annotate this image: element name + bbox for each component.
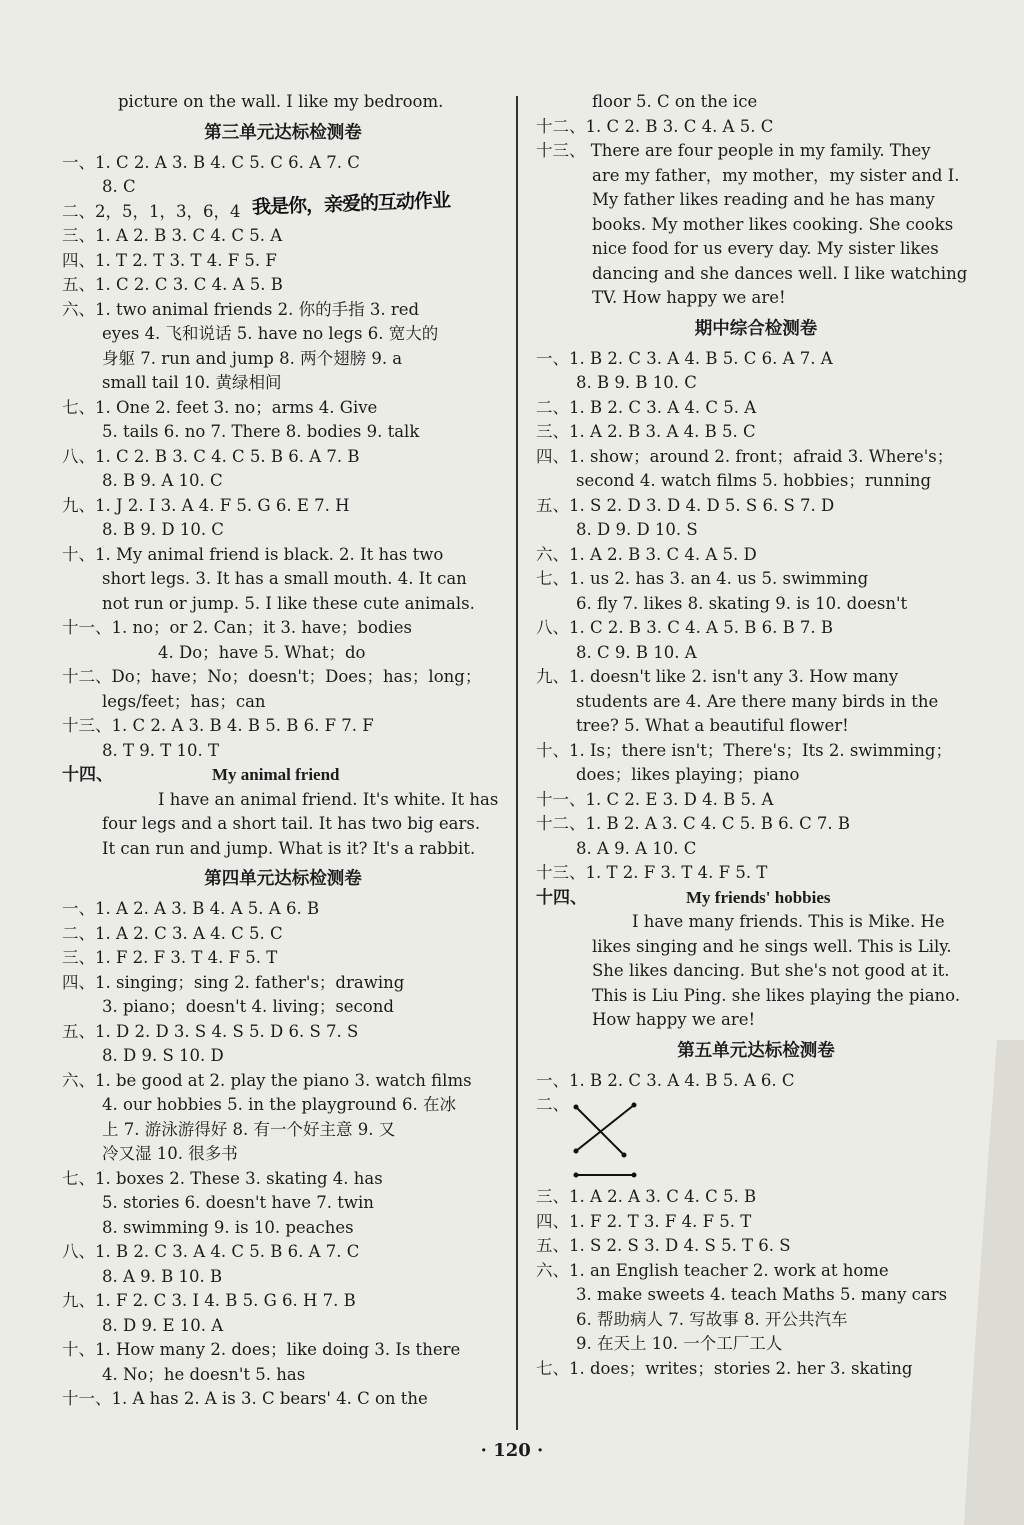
- answer-line: are my father，my mother，my sister and I.: [592, 165, 960, 185]
- answer-line: 十、1. My animal friend is black. 2. It has two: [62, 544, 444, 564]
- answer-line: 二、2，5，1，3，6，4 我是你，亲爱的互动作业: [62, 189, 451, 221]
- answer-line: She likes dancing. But she's not good at it.: [592, 961, 950, 980]
- answer-line: 七、1. us 2. has 3. an 4. us 5. swimming: [536, 569, 869, 588]
- answer-line: does；likes playing；piano: [576, 765, 800, 784]
- answer-line: 八、1. C 2. B 3. C 4. C 5. B 6. A 7. B: [62, 446, 360, 466]
- answer-line: 8. D 9. S 10. D: [102, 1046, 224, 1065]
- section-title: 期中综合检测卷: [694, 318, 818, 339]
- answer-line: 8. A 9. B 10. B: [102, 1266, 223, 1286]
- answer-line: students are 4. Are there many birds in the: [576, 691, 939, 711]
- answer-line: dancing and she dances well. I like watching: [592, 263, 968, 283]
- answer-line: 8. B 9. A 10. C: [102, 471, 223, 490]
- answer-line: 十三、1. C 2. A 3. B 4. B 5. B 6. F 7. F: [62, 716, 374, 735]
- answer-line: 4. our hobbies 5. in the playground 6. 在冰: [102, 1095, 456, 1114]
- essay-heading-line: [62, 763, 504, 788]
- answer-line: 十二、Do；have；No；doesn't；Does；has；long；: [62, 667, 482, 686]
- match-dot: [632, 1173, 637, 1178]
- answer-line: 十三、1. T 2. F 3. T 4. F 5. T: [536, 863, 768, 882]
- answer-line: 一、1. A 2. A 3. B 4. A 5. A 6. B: [62, 899, 320, 918]
- answer-line: 三、1. A 2. A 3. C 4. C 5. B: [536, 1187, 757, 1206]
- answer-line: 十二、1. B 2. A 3. C 4. C 5. B 6. C 7. B: [536, 814, 851, 833]
- answer-line: I have an animal friend. It's white. It has: [158, 789, 499, 809]
- left-column: [62, 90, 504, 1412]
- answer-line: 5. tails 6. no 7. There 8. bodies 9. talk: [102, 422, 420, 441]
- answer-line: 8. T 9. T 10. T: [102, 740, 219, 760]
- answer-line: 六、1. be good at 2. play the piano 3. watch films: [62, 1070, 472, 1090]
- answer-line: tree? 5. What a beautiful flower!: [576, 716, 849, 735]
- answer-line: 四、1. singing；sing 2. father's；drawing: [62, 972, 405, 992]
- answer-line: 三、1. A 2. B 3. C 4. C 5. A: [62, 226, 283, 245]
- question-number: 二、: [536, 1095, 569, 1114]
- answer-line: 九、1. J 2. I 3. A 4. F 5. G 6. E 7. H: [62, 495, 350, 515]
- answer-line: 4. Do；have 5. What；do: [158, 642, 366, 662]
- answer-line: 9. 在天上 10. 一个工厂工人: [576, 1334, 783, 1353]
- answer-line: four legs and a short tail. It has two big ears.: [102, 814, 481, 833]
- essay-heading-line: [536, 886, 976, 911]
- answer-line: 8. A 9. A 10. C: [576, 838, 697, 858]
- section-title: 第三单元达标检测卷: [204, 122, 362, 143]
- answer-line: 三、1. A 2. B 3. A 4. B 5. C: [536, 422, 756, 441]
- answer-line: 8. swimming 9. is 10. peaches: [102, 1217, 354, 1237]
- answer-line: 二、1. A 2. C 3. A 4. C 5. C: [62, 923, 283, 943]
- question-number: 十四、: [62, 765, 113, 784]
- answer-line: 3. make sweets 4. teach Maths 5. many cars: [576, 1285, 948, 1304]
- answer-line: 4. No；he doesn't 5. has: [102, 1364, 306, 1384]
- answer-line: 四、1. show；around 2. front；afraid 3. Where's；: [536, 446, 954, 466]
- answer-line: 五、1. S 2. S 3. D 4. S 5. T 6. S: [536, 1236, 791, 1255]
- answer-line: 十、1. Is；there isn't；There's；Its 2. swimming；: [536, 740, 952, 760]
- answer-line: I have many friends. This is Mike. He: [632, 912, 945, 931]
- answer-line: 3. piano；doesn't 4. living；second: [102, 997, 394, 1016]
- answer-line: 8. C 9. B 10. A: [576, 642, 697, 662]
- section-title: 第五单元达标检测卷: [677, 1040, 835, 1061]
- answer-line: books. My mother likes cooking. She cooks: [592, 214, 954, 234]
- answer-line: 四、1. F 2. T 3. F 4. F 5. T: [536, 1211, 752, 1231]
- answer-line: 七、1. One 2. feet 3. no；arms 4. Give: [62, 397, 378, 417]
- match-dot: [574, 1149, 579, 1154]
- answer-line: 五、1. D 2. D 3. S 4. S 5. D 6. S 7. S: [62, 1021, 359, 1041]
- answer-line: picture on the wall. I like my bedroom.: [118, 92, 444, 111]
- match-dot: [632, 1103, 637, 1108]
- answer-line: nice food for us every day. My sister likes: [592, 239, 939, 258]
- answer-line: 上 7. 游泳游得好 8. 有一个好主意 9. 又: [102, 1119, 396, 1139]
- answer-line: 十一、1. A has 2. A is 3. C bears' 4. C on the: [62, 1389, 428, 1408]
- answer-line: 七、1. does；writes；stories 2. her 3. skating: [536, 1358, 913, 1378]
- essay-title: My friends' hobbies: [686, 887, 831, 907]
- answer-line: not run or jump. 5. I like these cute animals.: [102, 593, 475, 613]
- answer-line: 冷又湿 10. 很多书: [102, 1144, 238, 1163]
- answer-line: 十、1. How many 2. does；like doing 3. Is there: [62, 1340, 461, 1359]
- answer-line: 六、1. an English teacher 2. work at home: [536, 1260, 889, 1280]
- page-number: · 120 ·: [480, 1440, 544, 1461]
- answer-line: small tail 10. 黄绿相间: [102, 373, 282, 392]
- match-dot: [574, 1173, 579, 1178]
- answer-line: 一、1. C 2. A 3. B 4. C 5. C 6. A 7. C: [62, 152, 360, 172]
- answer-line: 八、1. B 2. C 3. A 4. C 5. B 6. A 7. C: [62, 1242, 360, 1261]
- answer-line: 一、1. B 2. C 3. A 4. B 5. C 6. A 7. A: [536, 348, 833, 368]
- matching-lines-drawing: [572, 1093, 642, 1185]
- answer-line: 十一、1. C 2. E 3. D 4. B 5. A: [536, 789, 774, 809]
- answer-line: 三、1. F 2. F 3. T 4. F 5. T: [62, 948, 278, 967]
- answer-line: likes singing and he sings well. This is Lily.: [592, 936, 952, 956]
- answer-line: 8. B 9. D 10. C: [102, 520, 224, 539]
- answer-line: 8. B 9. B 10. C: [576, 373, 697, 392]
- answer-line: 二、1. B 2. C 3. A 4. C 5. A: [536, 397, 757, 417]
- answer-line: floor 5. C on the ice: [592, 92, 758, 111]
- answer-line: This is Liu Ping. she likes playing the piano.: [592, 985, 961, 1005]
- match-dot: [622, 1153, 627, 1158]
- answer-line: 四、1. T 2. T 3. T 4. F 5. F: [62, 250, 277, 270]
- answer-line: 身躯 7. run and jump 8. 两个翅膀 9. a: [102, 348, 403, 368]
- essay-title: My animal friend: [212, 765, 340, 784]
- answer-line: 一、1. B 2. C 3. A 4. B 5. A 6. C: [536, 1070, 795, 1090]
- answer-line: 8. D 9. E 10. A: [102, 1315, 224, 1335]
- answer-line: My father likes reading and he has many: [592, 190, 935, 209]
- answer-line: 九、1. F 2. C 3. I 4. B 5. G 6. H 7. B: [62, 1291, 356, 1310]
- answer-line: 十一、1. no；or 2. Can；it 3. have；bodies: [62, 618, 412, 637]
- answer-line: How happy we are!: [592, 1010, 756, 1029]
- answer-line: 8. C: [102, 177, 136, 196]
- right-column: [536, 90, 976, 1381]
- cross-line-2: [576, 1105, 634, 1151]
- answer-line: 8. D 9. D 10. S: [576, 520, 698, 539]
- answer-line: TV. How happy we are!: [592, 288, 786, 307]
- answer-line: short legs. 3. It has a small mouth. 4. It can: [102, 569, 467, 588]
- answer-line: 6. fly 7. likes 8. skating 9. is 10. doesn't: [576, 593, 908, 613]
- match-dot: [574, 1105, 579, 1110]
- section-title: 第四单元达标检测卷: [204, 869, 362, 889]
- answer-line: 六、1. A 2. B 3. C 4. A 5. D: [536, 544, 757, 564]
- answer-line: legs/feet；has；can: [102, 691, 266, 711]
- answer-line: 七、1. boxes 2. These 3. skating 4. has: [62, 1168, 383, 1188]
- answer-line: 十三、 There are four people in my family. They: [536, 141, 931, 160]
- answer-line: It can run and jump. What is it? It's a rabbit.: [102, 838, 476, 858]
- answer-line: 十二、1. C 2. B 3. C 4. A 5. C: [536, 116, 774, 136]
- answer-line: 五、1. S 2. D 3. D 4. D 5. S 6. S 7. D: [536, 495, 835, 515]
- answer-line: 六、1. two animal friends 2. 你的手指 3. red: [62, 299, 420, 319]
- answer-line: 八、1. C 2. B 3. C 4. A 5. B 6. B 7. B: [536, 618, 834, 637]
- matching-lines-answer: [536, 1093, 976, 1185]
- column-divider: [516, 96, 518, 1430]
- answer-line: 五、1. C 2. C 3. C 4. A 5. B: [62, 275, 283, 294]
- answer-line: 6. 帮助病人 7. 写故事 8. 开公共汽车: [576, 1309, 848, 1329]
- answer-line: 九、1. doesn't like 2. isn't any 3. How many: [536, 667, 899, 686]
- answer-line: second 4. watch films 5. hobbies；running: [576, 471, 932, 490]
- question-number: 十四、: [536, 887, 587, 907]
- answer-line: eyes 4. 飞和说话 5. have no legs 6. 宽大的: [102, 324, 439, 343]
- answer-line: 5. stories 6. doesn't have 7. twin: [102, 1193, 374, 1212]
- handwritten-note: 我是你，亲爱的互动作业: [251, 189, 451, 218]
